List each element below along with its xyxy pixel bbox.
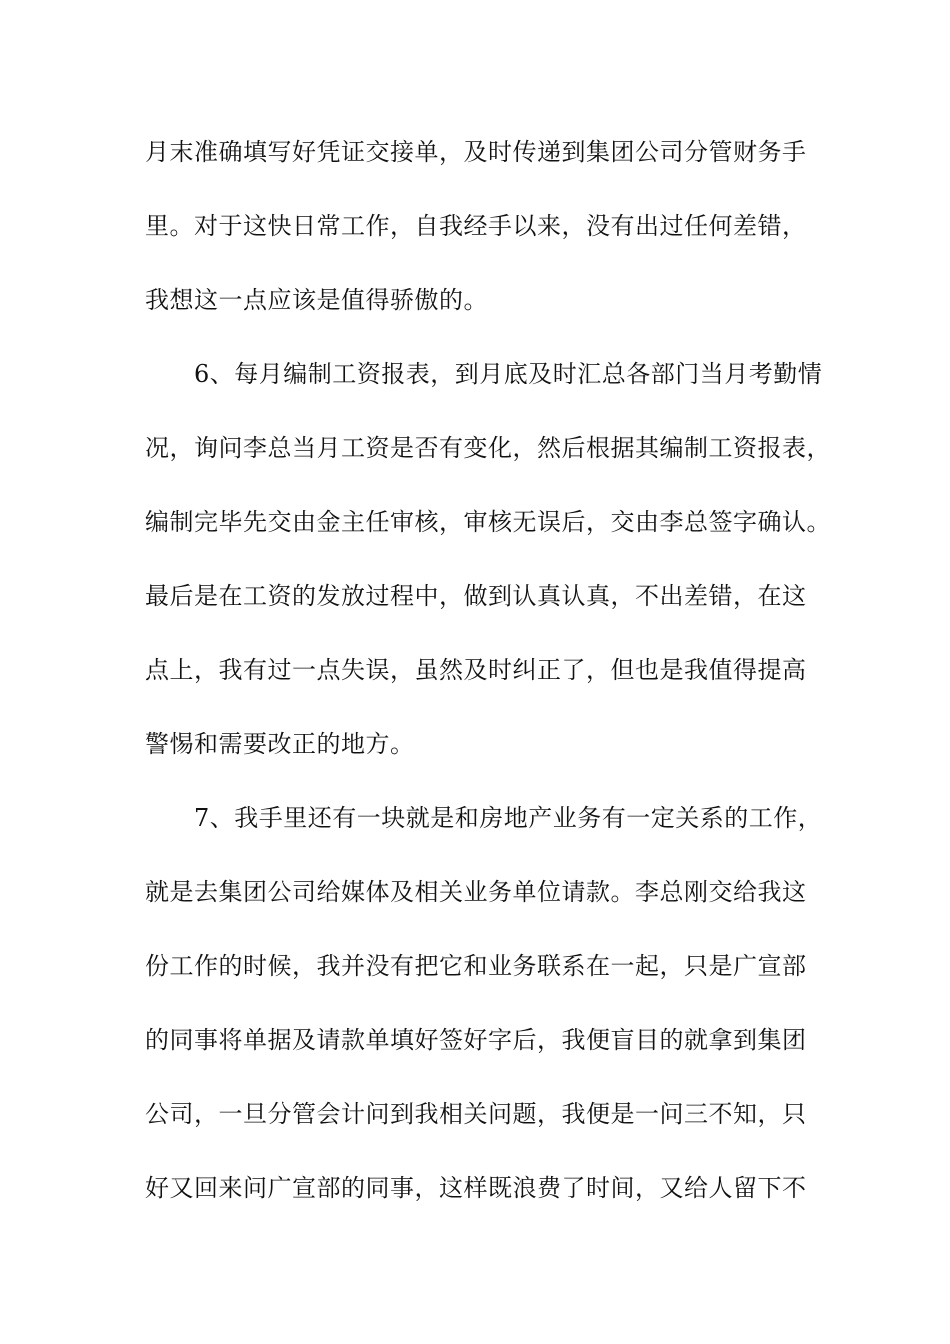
text-line: 里。对于这快日常工作，自我经手以来，没有出过任何差错， — [145, 212, 807, 240]
text-line: 就是去集团公司给媒体及相关业务单位请款。李总刚交给我这 — [145, 878, 807, 906]
text-line: 份工作的时候，我并没有把它和业务联系在一起，只是广宣部 — [145, 952, 807, 980]
text-line: 好又回来问广宣部的同事，这样既浪费了时间，又给人留下不 — [145, 1174, 807, 1202]
text-line: 况，询问李总当月工资是否有变化，然后根据其编制工资报表， — [145, 434, 831, 462]
text-line: 6、每月编制工资报表，到月底及时汇总各部门当月考勤情 — [145, 360, 823, 388]
text-line: 的同事将单据及请款单填好签好字后，我便盲目的就拿到集团 — [145, 1026, 807, 1054]
text-line: 月末准确填写好凭证交接单，及时传递到集团公司分管财务手 — [145, 138, 807, 166]
text-line: 我想这一点应该是值得骄傲的。 — [145, 286, 488, 314]
text-line: 最后是在工资的发放过程中，做到认真认真，不出差错，在这 — [145, 582, 807, 610]
text-line: 7、我手里还有一块就是和房地产业务有一定关系的工作， — [145, 804, 823, 832]
text-line: 点上，我有过一点失误，虽然及时纠正了，但也是我值得提高 — [145, 656, 807, 684]
text-line: 警惕和需要改正的地方。 — [145, 730, 415, 758]
text-line: 编制完毕先交由金主任审核，审核无误后，交由李总签字确认。 — [145, 508, 831, 536]
text-line: 公司，一旦分管会计问到我相关问题，我便是一问三不知，只 — [145, 1100, 807, 1128]
